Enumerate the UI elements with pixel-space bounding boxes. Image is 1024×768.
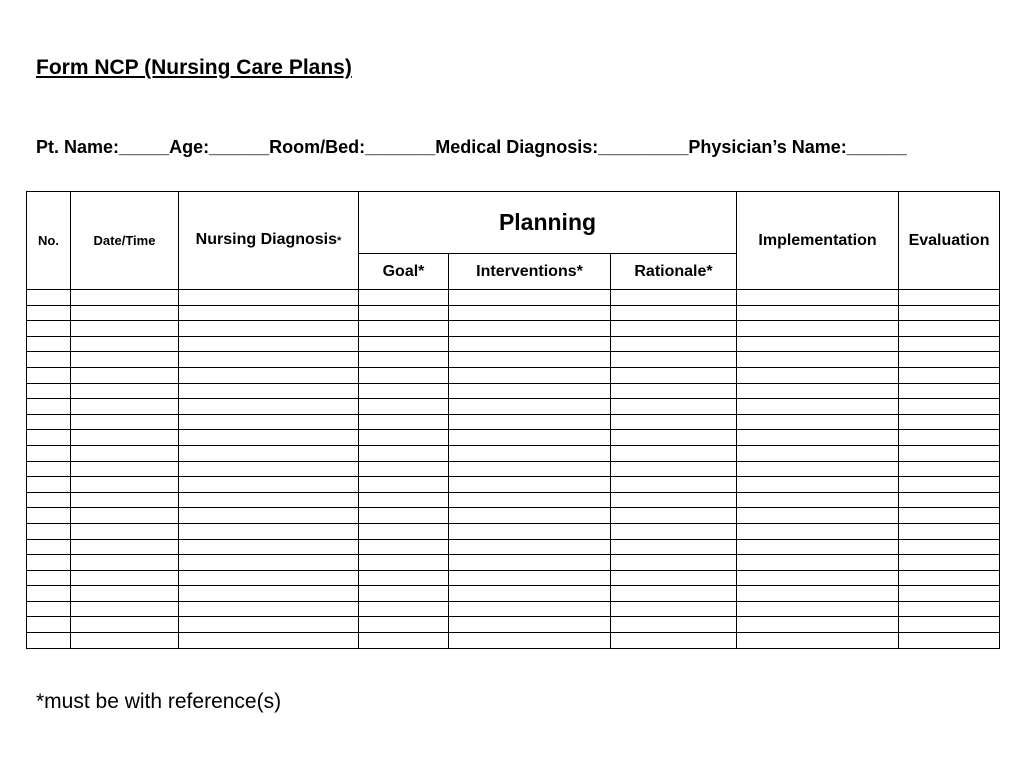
cell-rationale[interactable] xyxy=(611,492,737,508)
cell-rationale[interactable] xyxy=(611,414,737,430)
cell-nursing-diagnosis[interactable] xyxy=(179,352,359,368)
cell-no[interactable] xyxy=(27,352,71,368)
cell-no[interactable] xyxy=(27,477,71,493)
cell-nursing-diagnosis[interactable] xyxy=(179,445,359,461)
cell-rationale[interactable] xyxy=(611,290,737,306)
cell-implementation[interactable] xyxy=(737,414,899,430)
cell-implementation[interactable] xyxy=(737,492,899,508)
cell-goal[interactable] xyxy=(359,570,449,586)
table-body xyxy=(27,290,1000,649)
cell-no[interactable] xyxy=(27,586,71,602)
cell-goal[interactable] xyxy=(359,586,449,602)
cell-no[interactable] xyxy=(27,523,71,539)
cell-evaluation[interactable] xyxy=(899,383,1000,399)
cell-nursing-diagnosis[interactable] xyxy=(179,336,359,352)
cell-goal[interactable] xyxy=(359,633,449,649)
cell-no[interactable] xyxy=(27,290,71,306)
header-rationale: Rationale* xyxy=(611,254,737,290)
cell-goal[interactable] xyxy=(359,336,449,352)
cell-goal[interactable] xyxy=(359,539,449,555)
cell-implementation[interactable] xyxy=(737,461,899,477)
table-row xyxy=(27,586,1000,602)
header-goal: Goal* xyxy=(359,254,449,290)
cell-rationale[interactable] xyxy=(611,570,737,586)
cell-date-time[interactable] xyxy=(71,633,179,649)
cell-rationale[interactable] xyxy=(611,321,737,337)
header-nursing-diagnosis xyxy=(179,192,359,290)
cell-implementation[interactable] xyxy=(737,477,899,493)
cell-interventions[interactable] xyxy=(449,555,611,571)
cell-implementation[interactable] xyxy=(737,290,899,306)
cell-implementation[interactable] xyxy=(737,352,899,368)
cell-no[interactable] xyxy=(27,305,71,321)
cell-goal[interactable] xyxy=(359,492,449,508)
cell-date-time[interactable] xyxy=(71,461,179,477)
header-nursing-diagnosis-label: Nursing Diagnosis xyxy=(195,231,338,248)
cell-nursing-diagnosis[interactable] xyxy=(179,570,359,586)
cell-date-time[interactable] xyxy=(71,383,179,399)
cell-interventions[interactable] xyxy=(449,383,611,399)
table-row xyxy=(27,414,1000,430)
cell-nursing-diagnosis[interactable] xyxy=(179,492,359,508)
cell-date-time[interactable] xyxy=(71,336,179,352)
cell-interventions[interactable] xyxy=(449,336,611,352)
cell-goal[interactable] xyxy=(359,601,449,617)
cell-date-time[interactable] xyxy=(71,321,179,337)
table-row xyxy=(27,477,1000,493)
cell-goal[interactable] xyxy=(359,383,449,399)
form-title: Form NCP (Nursing Care Plans) xyxy=(36,56,352,79)
cell-rationale[interactable] xyxy=(611,477,737,493)
cell-date-time[interactable] xyxy=(71,352,179,368)
table-row xyxy=(27,321,1000,337)
table-row xyxy=(27,570,1000,586)
table-row xyxy=(27,508,1000,524)
cell-rationale[interactable] xyxy=(611,523,737,539)
cell-nursing-diagnosis[interactable] xyxy=(179,633,359,649)
table-row xyxy=(27,399,1000,415)
cell-goal[interactable] xyxy=(359,445,449,461)
cell-goal[interactable] xyxy=(359,477,449,493)
cell-implementation[interactable] xyxy=(737,570,899,586)
cell-implementation[interactable] xyxy=(737,586,899,602)
cell-goal[interactable] xyxy=(359,461,449,477)
cell-no[interactable] xyxy=(27,414,71,430)
table-row xyxy=(27,461,1000,477)
cell-goal[interactable] xyxy=(359,367,449,383)
cell-nursing-diagnosis[interactable] xyxy=(179,399,359,415)
cell-implementation[interactable] xyxy=(737,383,899,399)
cell-interventions[interactable] xyxy=(449,523,611,539)
cell-no[interactable] xyxy=(27,617,71,633)
cell-rationale[interactable] xyxy=(611,367,737,383)
table-row xyxy=(27,430,1000,446)
cell-rationale[interactable] xyxy=(611,430,737,446)
cell-interventions[interactable] xyxy=(449,461,611,477)
cell-no[interactable] xyxy=(27,430,71,446)
header-evaluation: Evaluation xyxy=(899,192,1000,290)
cell-no[interactable] xyxy=(27,321,71,337)
cell-no[interactable] xyxy=(27,555,71,571)
patient-info-line: Pt. Name:_____Age:______Room/Bed:_______Medical Diagnosis:_________Physician’s Name:______ xyxy=(36,137,907,157)
cell-no[interactable] xyxy=(27,383,71,399)
cell-evaluation[interactable] xyxy=(899,414,1000,430)
cell-no[interactable] xyxy=(27,367,71,383)
cell-interventions[interactable] xyxy=(449,352,611,368)
cell-nursing-diagnosis[interactable] xyxy=(179,586,359,602)
cell-implementation[interactable] xyxy=(737,539,899,555)
cell-evaluation[interactable] xyxy=(899,508,1000,524)
cell-interventions[interactable] xyxy=(449,586,611,602)
cell-rationale[interactable] xyxy=(611,461,737,477)
cell-date-time[interactable] xyxy=(71,399,179,415)
cell-nursing-diagnosis[interactable] xyxy=(179,601,359,617)
cell-interventions[interactable] xyxy=(449,399,611,415)
table-row xyxy=(27,352,1000,368)
cell-date-time[interactable] xyxy=(71,601,179,617)
cell-date-time[interactable] xyxy=(71,367,179,383)
cell-date-time[interactable] xyxy=(71,586,179,602)
cell-evaluation[interactable] xyxy=(899,633,1000,649)
cell-interventions[interactable] xyxy=(449,290,611,306)
cell-no[interactable] xyxy=(27,570,71,586)
cell-evaluation[interactable] xyxy=(899,399,1000,415)
cell-nursing-diagnosis[interactable] xyxy=(179,477,359,493)
cell-goal[interactable] xyxy=(359,555,449,571)
cell-nursing-diagnosis[interactable] xyxy=(179,383,359,399)
cell-goal[interactable] xyxy=(359,617,449,633)
cell-rationale[interactable] xyxy=(611,586,737,602)
cell-goal[interactable] xyxy=(359,321,449,337)
cell-goal[interactable] xyxy=(359,399,449,415)
cell-implementation[interactable] xyxy=(737,445,899,461)
cell-implementation[interactable] xyxy=(737,430,899,446)
cell-no[interactable] xyxy=(27,461,71,477)
cell-implementation[interactable] xyxy=(737,523,899,539)
cell-evaluation[interactable] xyxy=(899,430,1000,446)
header-no: No. xyxy=(27,192,71,290)
cell-rationale[interactable] xyxy=(611,555,737,571)
cell-no[interactable] xyxy=(27,508,71,524)
cell-interventions[interactable] xyxy=(449,445,611,461)
table-row xyxy=(27,336,1000,352)
table-row xyxy=(27,383,1000,399)
cell-nursing-diagnosis[interactable] xyxy=(179,414,359,430)
cell-nursing-diagnosis[interactable] xyxy=(179,305,359,321)
cell-interventions[interactable] xyxy=(449,321,611,337)
cell-date-time[interactable] xyxy=(71,539,179,555)
cell-rationale[interactable] xyxy=(611,539,737,555)
cell-rationale[interactable] xyxy=(611,383,737,399)
cell-date-time[interactable] xyxy=(71,445,179,461)
cell-evaluation[interactable] xyxy=(899,352,1000,368)
cell-date-time[interactable] xyxy=(71,477,179,493)
cell-no[interactable] xyxy=(27,601,71,617)
cell-goal[interactable] xyxy=(359,430,449,446)
cell-goal[interactable] xyxy=(359,290,449,306)
cell-date-time[interactable] xyxy=(71,492,179,508)
cell-no[interactable] xyxy=(27,445,71,461)
cell-interventions[interactable] xyxy=(449,414,611,430)
cell-nursing-diagnosis[interactable] xyxy=(179,508,359,524)
cell-no[interactable] xyxy=(27,399,71,415)
table-row xyxy=(27,305,1000,321)
cell-interventions[interactable] xyxy=(449,508,611,524)
table-row xyxy=(27,367,1000,383)
cell-interventions[interactable] xyxy=(449,305,611,321)
cell-rationale[interactable] xyxy=(611,399,737,415)
cell-evaluation[interactable] xyxy=(899,617,1000,633)
cell-evaluation[interactable] xyxy=(899,461,1000,477)
cell-evaluation[interactable] xyxy=(899,492,1000,508)
cell-date-time[interactable] xyxy=(71,508,179,524)
cell-evaluation[interactable] xyxy=(899,445,1000,461)
cell-rationale[interactable] xyxy=(611,305,737,321)
cell-evaluation[interactable] xyxy=(899,601,1000,617)
cell-goal[interactable] xyxy=(359,414,449,430)
cell-date-time[interactable] xyxy=(71,617,179,633)
cell-goal[interactable] xyxy=(359,352,449,368)
cell-rationale[interactable] xyxy=(611,601,737,617)
cell-evaluation[interactable] xyxy=(899,321,1000,337)
cell-nursing-diagnosis[interactable] xyxy=(179,367,359,383)
cell-nursing-diagnosis[interactable] xyxy=(179,523,359,539)
cell-interventions[interactable] xyxy=(449,477,611,493)
table-row xyxy=(27,523,1000,539)
cell-implementation[interactable] xyxy=(737,508,899,524)
cell-evaluation[interactable] xyxy=(899,336,1000,352)
cell-implementation[interactable] xyxy=(737,399,899,415)
cell-nursing-diagnosis[interactable] xyxy=(179,617,359,633)
header-implementation: Implementation xyxy=(737,192,899,290)
cell-nursing-diagnosis[interactable] xyxy=(179,539,359,555)
cell-goal[interactable] xyxy=(359,305,449,321)
cell-evaluation[interactable] xyxy=(899,477,1000,493)
cell-date-time[interactable] xyxy=(71,523,179,539)
cell-nursing-diagnosis[interactable] xyxy=(179,290,359,306)
table-row xyxy=(27,617,1000,633)
cell-implementation[interactable] xyxy=(737,367,899,383)
cell-implementation[interactable] xyxy=(737,321,899,337)
cell-evaluation[interactable] xyxy=(899,367,1000,383)
cell-evaluation[interactable] xyxy=(899,290,1000,306)
cell-interventions[interactable] xyxy=(449,539,611,555)
cell-interventions[interactable] xyxy=(449,492,611,508)
table-row xyxy=(27,633,1000,649)
cell-date-time[interactable] xyxy=(71,570,179,586)
cell-implementation[interactable] xyxy=(737,601,899,617)
header-nursing-diagnosis-mark: * xyxy=(337,235,342,247)
cell-nursing-diagnosis[interactable] xyxy=(179,461,359,477)
cell-nursing-diagnosis[interactable] xyxy=(179,430,359,446)
cell-goal[interactable] xyxy=(359,523,449,539)
cell-interventions[interactable] xyxy=(449,601,611,617)
nursing-care-plan-table xyxy=(26,191,1000,649)
cell-evaluation[interactable] xyxy=(899,586,1000,602)
table-row xyxy=(27,290,1000,306)
cell-interventions[interactable] xyxy=(449,430,611,446)
cell-evaluation[interactable] xyxy=(899,555,1000,571)
cell-implementation[interactable] xyxy=(737,633,899,649)
cell-implementation[interactable] xyxy=(737,555,899,571)
cell-rationale[interactable] xyxy=(611,445,737,461)
cell-rationale[interactable] xyxy=(611,336,737,352)
header-date-time: Date/Time xyxy=(71,192,179,290)
cell-date-time[interactable] xyxy=(71,290,179,306)
cell-goal[interactable] xyxy=(359,508,449,524)
table-row xyxy=(27,492,1000,508)
cell-date-time[interactable] xyxy=(71,414,179,430)
cell-evaluation[interactable] xyxy=(899,570,1000,586)
cell-nursing-diagnosis[interactable] xyxy=(179,321,359,337)
cell-evaluation[interactable] xyxy=(899,305,1000,321)
cell-rationale[interactable] xyxy=(611,617,737,633)
cell-no[interactable] xyxy=(27,539,71,555)
cell-interventions[interactable] xyxy=(449,633,611,649)
cell-nursing-diagnosis[interactable] xyxy=(179,555,359,571)
table-row xyxy=(27,601,1000,617)
cell-date-time[interactable] xyxy=(71,430,179,446)
cell-no[interactable] xyxy=(27,336,71,352)
cell-interventions[interactable] xyxy=(449,570,611,586)
header-interventions: Interventions* xyxy=(449,254,611,290)
cell-no[interactable] xyxy=(27,633,71,649)
cell-rationale[interactable] xyxy=(611,633,737,649)
cell-implementation[interactable] xyxy=(737,305,899,321)
cell-implementation[interactable] xyxy=(737,617,899,633)
table-row xyxy=(27,445,1000,461)
cell-evaluation[interactable] xyxy=(899,523,1000,539)
cell-date-time[interactable] xyxy=(71,305,179,321)
table-row xyxy=(27,539,1000,555)
cell-implementation[interactable] xyxy=(737,336,899,352)
header-planning: Planning xyxy=(359,192,737,254)
cell-no[interactable] xyxy=(27,492,71,508)
cell-rationale[interactable] xyxy=(611,508,737,524)
cell-interventions[interactable] xyxy=(449,367,611,383)
cell-evaluation[interactable] xyxy=(899,539,1000,555)
table-row xyxy=(27,555,1000,571)
cell-interventions[interactable] xyxy=(449,617,611,633)
cell-rationale[interactable] xyxy=(611,352,737,368)
reference-footnote: *must be with reference(s) xyxy=(36,690,282,713)
cell-date-time[interactable] xyxy=(71,555,179,571)
